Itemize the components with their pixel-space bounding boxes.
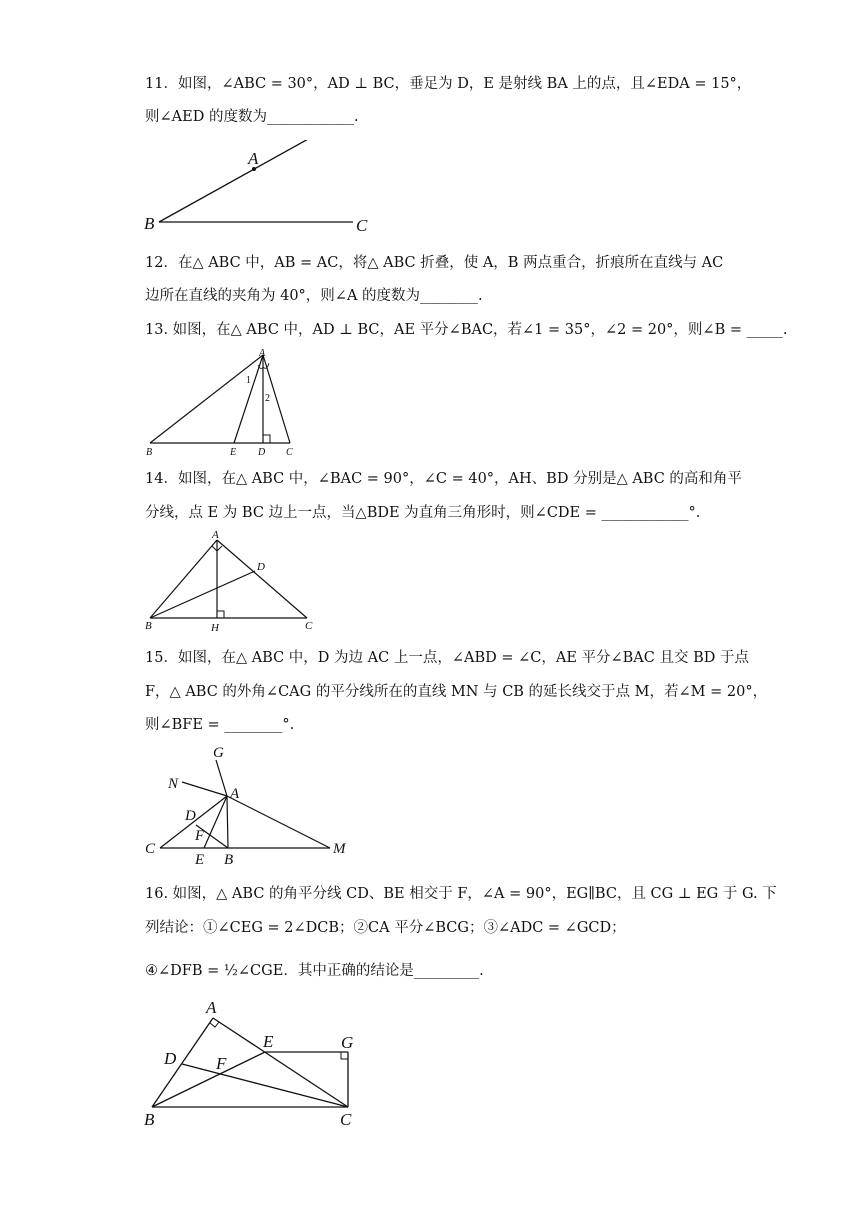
label-B: B: [146, 447, 153, 458]
figure-13: [140, 345, 310, 460]
q15-line3: 则∠BFE = ________°.: [145, 717, 295, 733]
label-E: E: [195, 852, 205, 868]
label-D: D: [164, 1049, 177, 1068]
label-H: H: [211, 622, 219, 634]
figure-14: [140, 525, 325, 635]
label-N: N: [168, 776, 179, 792]
label-G: G: [213, 745, 224, 761]
label-C: C: [145, 841, 156, 857]
label-A: A: [248, 149, 259, 168]
label-C: C: [305, 620, 313, 632]
label-D: D: [258, 447, 266, 458]
label-C: C: [286, 447, 293, 458]
label-B: B: [144, 1110, 155, 1129]
label-E: E: [263, 1032, 274, 1051]
q14-line2: 分线，点 E 为 BC 边上一点，当△BDE 为直角三角形时，则∠CDE = ____________°.: [145, 505, 701, 521]
label-1: 1: [246, 375, 251, 386]
q15-line1: 15．如图，在△ ABC 中，D 为边 AC 上一点，∠ABD = ∠C，AE 平分∠BAC 且交 BD 于点: [145, 650, 749, 666]
q16-line3: ④∠DFB = ½∠CGE．其中正确的结论是_________.: [145, 963, 484, 979]
q12-line1: 12．在△ ABC 中，AB = AC，将△ ABC 折叠，使 A，B 两点重合，折痕所在直线与 AC: [145, 255, 724, 271]
q14-line1: 14．如图，在△ ABC 中，∠BAC = 90°，∠C = 40°，AH、BD 分别是△ ABC 的高和角平: [145, 471, 742, 487]
label-B: B: [224, 852, 234, 868]
label-A: A: [212, 529, 219, 541]
label-B: B: [145, 620, 152, 632]
label-D: D: [185, 808, 196, 824]
label-A: A: [230, 786, 240, 802]
q12-line2: 边所在直线的夹角为 40°，则∠A 的度数为________.: [145, 288, 483, 304]
figure-16: [140, 995, 370, 1135]
label-G: G: [341, 1033, 354, 1052]
label-C: C: [340, 1110, 352, 1129]
q11-line1: 11．如图，∠ABC = 30°，AD ⊥ BC，垂足为 D，E 是射线 BA 上的点，且∠EDA = 15°，: [145, 76, 752, 92]
label-2: 2: [265, 393, 270, 404]
label-E: E: [230, 447, 237, 458]
label-F: F: [195, 828, 205, 844]
label-A: A: [259, 348, 266, 359]
label-A: A: [206, 998, 217, 1017]
label-D: D: [257, 561, 265, 573]
figure-15: [140, 740, 365, 870]
label-B: B: [144, 214, 155, 233]
label-M: M: [333, 841, 346, 857]
q11-line2: 则∠AED 的度数为____________.: [145, 109, 359, 125]
q13-line1: 13. 如图，在△ ABC 中，AD ⊥ BC，AE 平分∠BAC，若∠1 = 35°，∠2 = 20°，则∠B = _____.: [145, 322, 788, 338]
q16-line1: 16. 如图，△ ABC 的角平分线 CD、BE 相交于 F，∠A = 90°，EG∥BC，且 CG ⊥ EG 于 G. 下: [145, 886, 777, 902]
figure-11: [140, 140, 380, 235]
label-C: C: [356, 216, 368, 235]
q15-line2: F，△ ABC 的外角∠CAG 的平分线所在的直线 MN 与 CB 的延长线交于点 M，若∠M = 20°，: [145, 684, 768, 700]
q16-line2: 列结论：①∠CEG = 2∠DCB；②CA 平分∠BCG；③∠ADC = ∠GCD；: [145, 920, 626, 936]
label-F: F: [216, 1054, 227, 1073]
